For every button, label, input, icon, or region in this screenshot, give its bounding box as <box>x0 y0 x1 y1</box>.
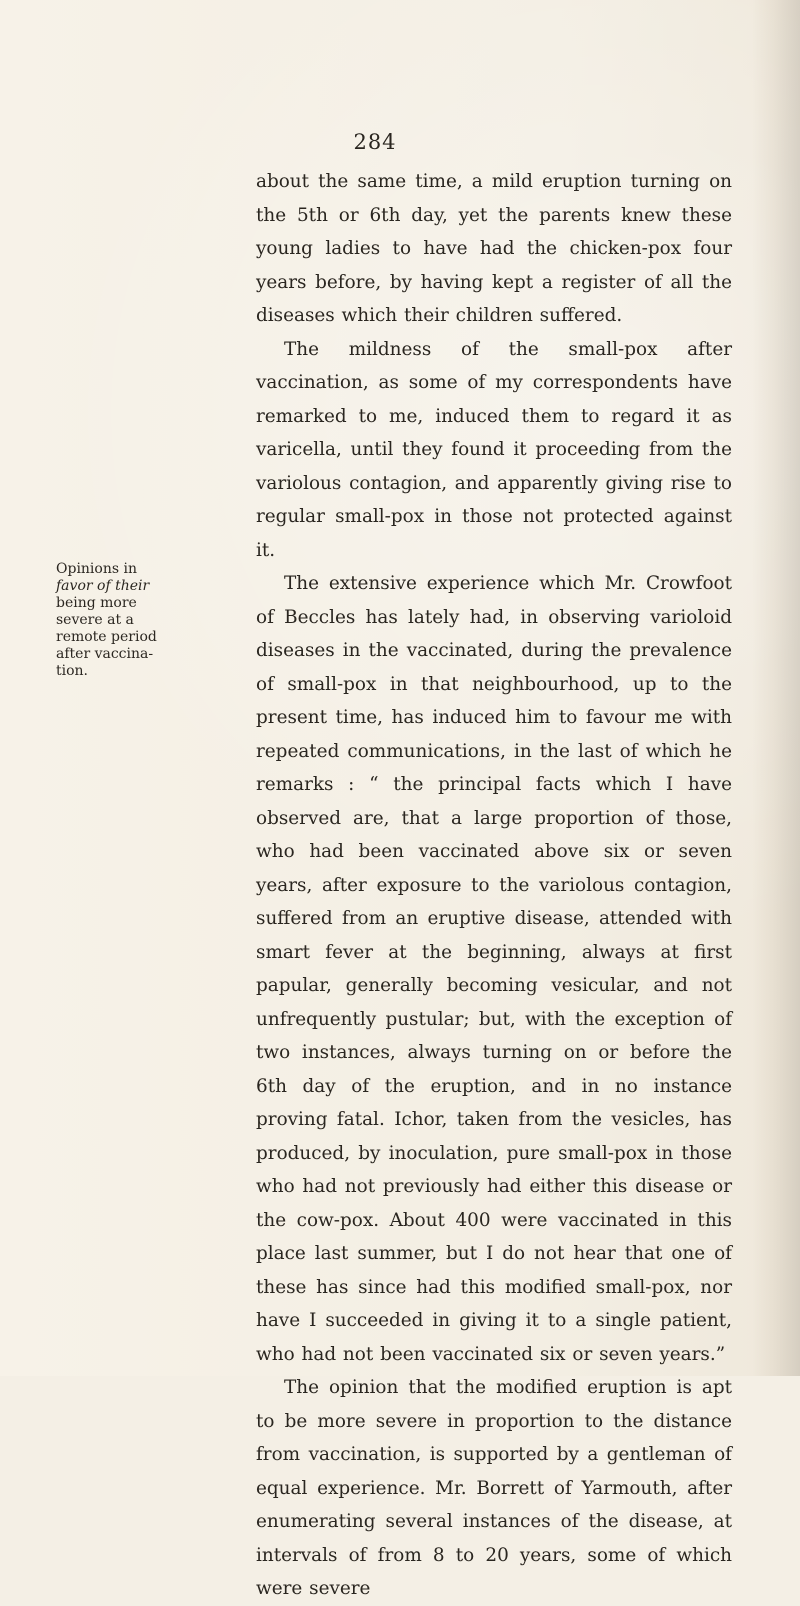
marginal-note-line: being more <box>56 595 137 611</box>
body-text <box>256 165 732 1606</box>
page-edge-shadow <box>752 0 800 1376</box>
page-number: 284 <box>353 130 397 154</box>
marginal-note-line: Opinions in <box>56 561 137 577</box>
marginal-note-line: remote period <box>56 629 157 645</box>
marginal-note-line: severe at a <box>56 612 134 628</box>
paragraph-2: The mildness of the small-pox after vaccination, as some of my correspondents have remarked to me, induced them to regard it as varicella, until they found it proceeding from the variolous contagion, and apparently giving rise to regular small-pox in those not protected against it. <box>256 338 732 561</box>
paragraph-1: about the same time, a mild eruption turning on the 5th or 6th day, yet the parents knew these young ladies to have had the chicken-pox four years before, by having kept a register of all the diseases which their children suffered. <box>256 171 732 326</box>
marginal-note <box>56 561 164 680</box>
paragraph-3: The extensive experience which Mr. Crowfoot of Beccles has lately had, in observing varioloid diseases in the vaccinated, during the prevalence of small-pox in that neighbourhood, up to the present time, has induced him to favour me with repeated communications, in the last of which he remarks : “ the principal facts which I have observed are, that a large proportion of those, who had been vaccinated above six or seven years, after exposure to the variolous contagion, suffered from an eruptive disease, attended with smart fever at the beginning, always at first papular, generally becoming vesicular, and not unfrequently pustular; but, with the exception of two instances, always turning on or before the 6th day of the eruption, and in no instance proving fatal. Ichor, taken from the vesicles, has produced, by inoculation, pure small-pox in those who had not previously had either this disease or the cow-pox. About 400 were vaccinated in this place last summer, but I do not hear that one of these has since had this modified small-pox, nor have I succeeded in giving it to a single patient, who had not been vaccinated six or seven years.” <box>256 573 732 1365</box>
marginal-note-line: favor of their <box>56 578 150 594</box>
paragraph-4: The opinion that the modified eruption is apt to be more severe in proportion to the distance from vaccination, is supported by a gentleman of equal experience. Mr. Borrett of Yarmouth, after enumerating several instances of the disease, at intervals of from 8 to 20 years, some of which were severe <box>256 1377 732 1599</box>
marginal-note-line: after vaccina- <box>56 646 154 662</box>
marginal-note-line: tion. <box>56 663 88 679</box>
